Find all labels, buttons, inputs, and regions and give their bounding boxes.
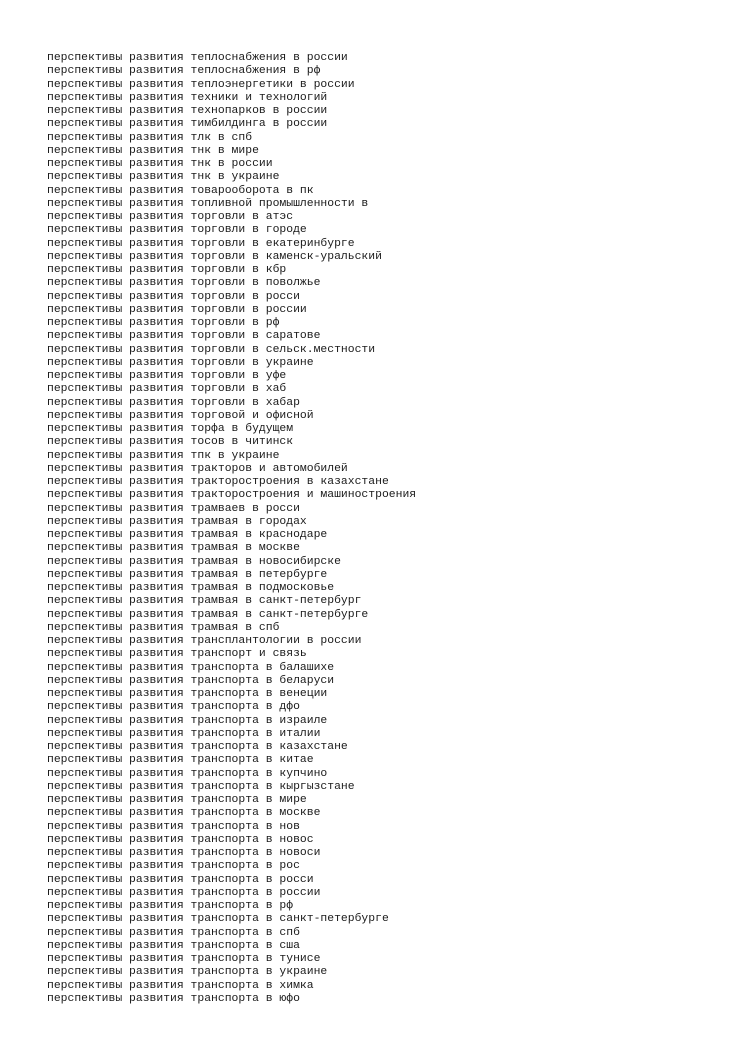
text-line: перспективы развития трамвая в новосибирске	[47, 555, 341, 568]
text-line: перспективы развития тлк в спб	[47, 131, 253, 144]
text-line: перспективы развития товарооборота в пк	[47, 184, 314, 197]
text-line: перспективы развития транспорта в спб	[47, 926, 300, 939]
text-line: перспективы развития транспорта в москве	[47, 807, 321, 820]
text-line: перспективы развития торговли в екатеринбурге	[47, 237, 355, 250]
text-line: перспективы развития транспорта в санкт-петербурге	[47, 913, 389, 926]
text-line: перспективы развития транспорта в тунисе	[47, 953, 321, 965]
text-line: перспективы развития транспорта в нов	[47, 820, 300, 833]
text-line: перспективы развития транспорта в росси	[47, 873, 314, 886]
text-line: перспективы развития транспорта в новос	[47, 833, 314, 846]
text-line: перспективы развития трамвая в петербурге	[47, 568, 328, 581]
text-line: перспективы развития транспорта в химка	[47, 979, 314, 992]
text-line: перспективы развития транспорта в россии	[47, 886, 321, 899]
text-line: перспективы развития транспорта в рф	[47, 900, 294, 912]
text-line: перспективы развития технопарков в россии	[47, 105, 328, 117]
text-line: перспективы развития транспорта в беларуси	[47, 674, 335, 687]
text-line: перспективы развития транспорта в мире	[47, 794, 307, 806]
text-line: перспективы развития торговой и офисной	[47, 409, 314, 422]
text-line: перспективы развития транспорта в венеции	[47, 688, 328, 700]
text-line: перспективы развития теплоэнергетики в россии	[47, 78, 355, 91]
text-line: перспективы развития тпк в украине	[47, 449, 280, 462]
text-line: перспективы развития тимбилдинга в россии	[47, 118, 328, 131]
text-line: перспективы развития тнк в россии	[47, 158, 273, 170]
text-line: перспективы развития трамвая в санкт-петербург	[47, 595, 362, 608]
text-line: перспективы развития транспорта в дфо	[47, 701, 300, 714]
text-line: перспективы развития транспорта в китае	[47, 754, 314, 767]
text-line: перспективы развития техники и технологий	[47, 91, 328, 104]
text-line-list	[47, 52, 416, 1006]
text-line: перспективы развития транспорта в кыргызстане	[47, 780, 355, 793]
text-line: перспективы развития торговли в саратове	[47, 330, 321, 343]
text-line: перспективы развития транспорта в балашихе	[47, 661, 335, 674]
text-line: перспективы развития торговли в сельск.местности	[47, 343, 376, 356]
text-line: перспективы развития торговли в россии	[47, 303, 307, 316]
text-line: перспективы развития тосов в читинск	[47, 436, 294, 449]
text-line: перспективы развития тракторостроения и машиностроения	[47, 489, 417, 502]
text-line: перспективы развития тракторостроения в казахстане	[47, 476, 389, 488]
text-line: перспективы развития транспорта в купчино	[47, 767, 328, 780]
text-line: перспективы развития теплоснабжения в россии	[47, 52, 348, 64]
text-line: перспективы развития трансплантологии в россии	[47, 635, 362, 647]
text-line: перспективы развития транспорта в юфо	[47, 992, 300, 1005]
text-line: перспективы развития торговли в кбр	[47, 264, 287, 276]
text-line: перспективы развития транспорт и связь	[47, 648, 307, 661]
text-line: перспективы развития торговли в атэс	[47, 211, 294, 223]
text-line: перспективы развития торговли в уфе	[47, 370, 287, 382]
text-line: перспективы развития транспорта в новоси	[47, 847, 321, 859]
text-line: перспективы развития трамвая в москве	[47, 542, 300, 555]
text-line: перспективы развития тнк в украине	[47, 171, 280, 184]
text-line: перспективы развития торговли в росси	[47, 290, 300, 303]
text-line: перспективы развития тнк в мире	[47, 144, 259, 157]
text-line: перспективы развития транспорта в рос	[47, 860, 300, 873]
text-line: перспективы развития транспорта в казахстане	[47, 741, 348, 753]
text-line: перспективы развития трамвая в спб	[47, 621, 280, 634]
text-line: перспективы развития торговли в каменск-уральский	[47, 250, 382, 263]
text-line: перспективы развития теплоснабжения в рф	[47, 65, 321, 78]
text-line: перспективы развития транспорта в израиле	[47, 714, 328, 727]
text-line: перспективы развития трамвая в подмосковье	[47, 582, 335, 594]
text-line: перспективы развития транспорта в сша	[47, 939, 300, 952]
text-line: перспективы развития торговли в хабар	[47, 396, 300, 409]
text-line: перспективы развития торговли в городе	[47, 224, 307, 237]
text-line: перспективы развития торговли в хаб	[47, 383, 287, 396]
text-line: перспективы развития трамвая в краснодаре	[47, 529, 328, 541]
text-line: перспективы развития торговли в украине	[47, 356, 314, 369]
text-line: перспективы развития топливной промышленности в	[47, 197, 369, 210]
text-line: перспективы развития транспорта в украине	[47, 966, 328, 979]
text-line: перспективы развития трамваев в росси	[47, 502, 300, 515]
text-line: перспективы развития торговли в рф	[47, 317, 280, 329]
text-line: перспективы развития трамвая в городах	[47, 515, 307, 528]
text-line: перспективы развития торфа в будущем	[47, 423, 294, 435]
text-line: перспективы развития тракторов и автомобилей	[47, 462, 348, 475]
text-line: перспективы развития транспорта в италии	[47, 727, 321, 740]
text-line: перспективы развития трамвая в санкт-петербурге	[47, 608, 369, 621]
text-line: перспективы развития торговли в поволжье	[47, 277, 321, 290]
